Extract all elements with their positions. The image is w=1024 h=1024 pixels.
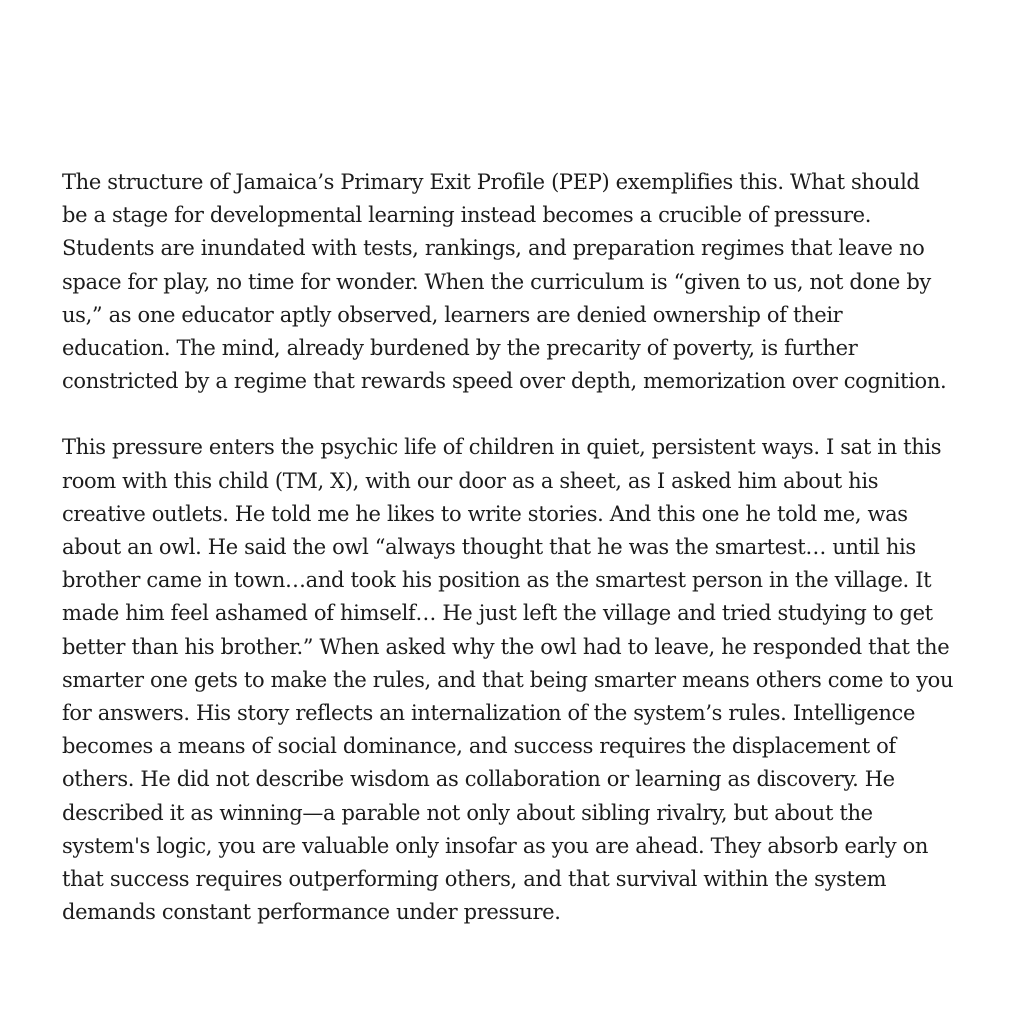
text-line: constricted by a regime that rewards speed over depth, memorization over cognition. — [62, 369, 947, 394]
text-line: smarter one gets to make the rules, and that being smarter means others come to you — [62, 667, 954, 692]
text-line: system's logic, you are valuable only insofar as you are ahead. They absorb early on — [62, 833, 929, 858]
paragraph-owl-story — [62, 431, 982, 929]
text-line: others. He did not describe wisdom as collaboration or learning as discovery. He — [62, 767, 895, 792]
text-line: education. The mind, already burdened by the precarity of poverty, is further — [62, 336, 858, 361]
text-line: that success requires outperforming others, and that survival within the system — [62, 867, 887, 892]
text-line: brother came in town…and took his position as the smartest person in the village. It — [62, 568, 932, 593]
text-line: The structure of Jamaica’s Primary Exit Profile (PEP) exemplifies this. What should — [62, 170, 920, 194]
text-line: us,” as one educator aptly observed, learners are denied ownership of their — [62, 302, 843, 327]
text-line: better than his brother.” When asked why the owl had to leave, he responded that the — [62, 634, 950, 659]
text-line: becomes a means of social dominance, and success requires the displacement of — [62, 734, 896, 759]
text-line: Students are inundated with tests, rankings, and preparation regimes that leave no — [62, 236, 925, 261]
text-line: be a stage for developmental learning instead becomes a crucible of pressure. — [62, 203, 872, 228]
text-line: This pressure enters the psychic life of children in quiet, persistent ways. I sat in this — [62, 435, 942, 460]
text-line: described it as winning—a parable not only about sibling rivalry, but about the — [62, 800, 873, 825]
text-line: room with this child (TM, X), with our door as a sheet, as I asked him about his — [62, 468, 879, 493]
text-line: space for play, no time for wonder. When the curriculum is “given to us, not done by — [62, 269, 931, 294]
document-body — [62, 166, 982, 929]
text-line: demands constant performance under pressure. — [62, 900, 561, 925]
text-line: for answers. His story reflects an internalization of the system’s rules. Intelligence — [62, 701, 916, 726]
paragraph-pep-structure — [62, 166, 982, 398]
text-line: about an owl. He said the owl “always thought that he was the smartest… until his — [62, 535, 916, 560]
text-line: made him feel ashamed of himself… He just left the village and tried studying to get — [62, 601, 933, 626]
text-line: creative outlets. He told me he likes to write stories. And this one he told me, was — [62, 501, 908, 526]
